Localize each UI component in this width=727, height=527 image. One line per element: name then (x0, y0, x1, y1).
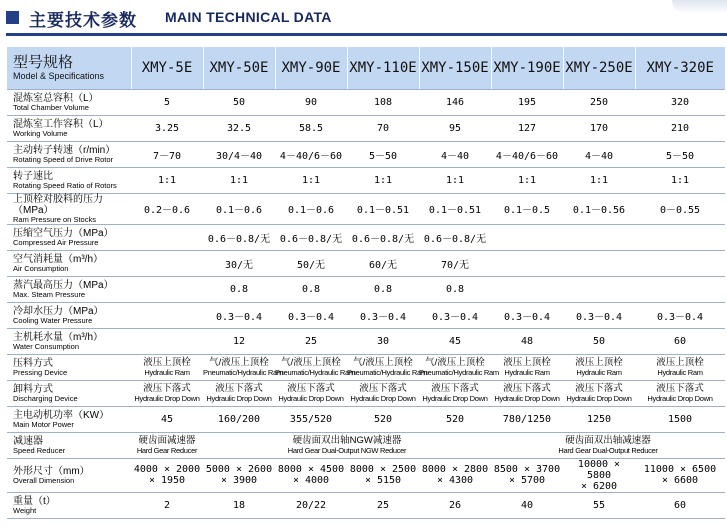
value-line-1: 液压下落式 (287, 382, 335, 394)
value-cell: 0.8 (347, 276, 419, 302)
value-line-1: 气/液压上顶栓 (425, 356, 485, 368)
value-cell: 1:1 (275, 167, 347, 193)
row-label-cn: 冷却水压力（MPa） (13, 305, 104, 317)
row-label-cn: 主动转子转速（r/min） (13, 144, 116, 156)
value-cell: 0.6－0.8/无 (203, 224, 275, 250)
value-line-2: Hydraulic Drop Down (566, 393, 632, 403)
value-cell: 25 (347, 492, 419, 518)
model-header: XMY-110E (347, 47, 419, 89)
spec-row (7, 250, 725, 276)
value-line-1: 液压下落式 (575, 382, 623, 394)
value-line-2: × 4300 (436, 475, 474, 486)
value-line-1: 液压下落式 (503, 382, 551, 394)
value-cell (131, 302, 203, 328)
row-label-cn: 主机耗水量（m³/h） (13, 331, 103, 343)
value-cell: 50/无 (275, 250, 347, 276)
value-cell (491, 224, 563, 250)
value-cell (347, 354, 427, 380)
row-label-cn: 外形尺寸（mm） (13, 465, 90, 477)
value-cell (203, 354, 283, 380)
value-cell: 70/无 (419, 250, 491, 276)
value-cell: 50 (563, 328, 635, 354)
value-line-1: 11000 × 6500 (643, 464, 717, 475)
value-cell: 0－0.55 (635, 193, 725, 224)
row-label-cn: 转子速比 (13, 170, 53, 182)
value-line-1: 液压下落式 (431, 382, 479, 394)
value-cell: 1:1 (635, 167, 725, 193)
value-line-2: Hydraulic Drop Down (206, 393, 272, 403)
row-label-cn: 减速器 (13, 435, 43, 447)
value-line-2: Hydraulic Drop Down (422, 393, 488, 403)
spec-row (7, 115, 725, 141)
row-label (7, 302, 131, 328)
row-label-cn: 重量（t） (13, 495, 56, 507)
value-line-2: Pneumatic/Hydraulic Ram (347, 367, 427, 377)
header-decoration (672, 0, 727, 14)
value-line-2: × 6600 (661, 475, 699, 486)
row-label-cn: 混炼室工作容积（L） (13, 118, 109, 130)
value-cell: 195 (491, 89, 563, 115)
value-cell (563, 250, 635, 276)
value-cell: 0.3－0.4 (275, 302, 347, 328)
row-label-cn: 空气消耗量（m³/h） (13, 253, 103, 265)
corner-label-cn: 型号规格 (13, 53, 74, 71)
row-label-en: Pressing Device (13, 367, 68, 377)
value-cell: 0.1－0.5 (491, 193, 563, 224)
value-cell: 45 (131, 406, 203, 432)
value-line-2: × 5150 (364, 475, 402, 486)
value-cell: 0.6－0.8/无 (419, 224, 491, 250)
value-cell (419, 458, 491, 492)
row-label-en: Ram Pressure on Stocks (13, 214, 96, 224)
header-square-icon (6, 11, 19, 24)
spec-row (7, 328, 725, 354)
value-cell: 2 (131, 492, 203, 518)
value-cell: 5－50 (347, 141, 419, 167)
value-cell: 4－40 (419, 141, 491, 167)
reducer-cn: 硬齿面双出轴减速器 (565, 434, 651, 446)
row-label-en: Rotating Speed Ratio of Rotors (13, 180, 117, 190)
value-line-1: 液压上顶栓 (656, 356, 704, 368)
row-label (7, 328, 131, 354)
value-cell (131, 250, 203, 276)
value-cell: 70 (347, 115, 419, 141)
value-cell: 95 (419, 115, 491, 141)
spec-row (7, 193, 725, 224)
value-cell (635, 380, 725, 406)
reducer-en: Hard Gear Dual-Output NGW Reducer (287, 445, 407, 455)
value-cell: 50 (203, 89, 275, 115)
spec-row (7, 224, 725, 250)
value-line-1: 5000 × 2600 (205, 464, 273, 475)
value-line-1: 8000 × 2800 (421, 464, 489, 475)
value-cell (203, 380, 275, 406)
value-cell: 108 (347, 89, 419, 115)
value-cell: 780/1250 (491, 406, 563, 432)
spec-row (7, 406, 725, 432)
row-label-en: Compressed Air Pressure (13, 237, 99, 247)
value-cell: 0.3－0.4 (347, 302, 419, 328)
value-cell (635, 224, 725, 250)
value-cell: 4－40/6－60 (275, 141, 347, 167)
value-cell (563, 380, 635, 406)
row-label (7, 406, 131, 432)
value-cell (131, 224, 203, 250)
spec-row (7, 432, 725, 458)
value-line-1: 气/液压上顶栓 (281, 356, 341, 368)
value-cell: 0.1－0.51 (347, 193, 419, 224)
value-cell: 160/200 (203, 406, 275, 432)
model-header: XMY-5E (131, 47, 203, 89)
value-cell: 127 (491, 115, 563, 141)
spec-row (7, 167, 725, 193)
value-line-2: Hydraulic Ram (144, 367, 190, 377)
value-line-1: 液压上顶栓 (503, 356, 551, 368)
value-cell: 0.1－0.56 (563, 193, 635, 224)
value-cell (563, 458, 635, 492)
value-cell: 30 (347, 328, 419, 354)
value-cell: 0.3－0.4 (635, 302, 725, 328)
row-label-en: Max. Steam Pressure (13, 289, 86, 299)
value-line-1: 液压下落式 (143, 382, 191, 394)
spec-row (7, 380, 725, 406)
value-line-1: 气/液压上顶栓 (209, 356, 269, 368)
value-cell (131, 328, 203, 354)
value-cell (563, 354, 635, 380)
value-cell: 45 (419, 328, 491, 354)
value-line-1: 8500 × 3700 (493, 464, 561, 475)
reducer-cn: 硬齿面减速器 (138, 434, 196, 446)
value-cell: 30/4－40 (203, 141, 275, 167)
row-label (7, 458, 131, 492)
value-cell: 0.1－0.6 (203, 193, 275, 224)
section-title-en: MAIN TECHNICAL DATA (165, 9, 332, 25)
value-cell: 1250 (563, 406, 635, 432)
value-line-1: 气/液压上顶栓 (353, 356, 413, 368)
value-line-2: Hydraulic Drop Down (494, 393, 560, 403)
value-line-2: Pneumatic/Hydraulic Ram (203, 367, 283, 377)
spec-row (7, 141, 725, 167)
value-cell (491, 354, 563, 380)
value-line-2: × 4000 (292, 475, 330, 486)
value-cell (275, 380, 347, 406)
reducer-cell (491, 432, 725, 458)
spec-row (7, 302, 725, 328)
row-label (7, 354, 131, 380)
value-cell: 0.2－0.6 (131, 193, 203, 224)
value-line-2: Pneumatic/Hydraulic Ram (275, 367, 355, 377)
value-cell: 32.5 (203, 115, 275, 141)
row-label (7, 432, 131, 458)
value-line-2: Hydraulic Drop Down (278, 393, 344, 403)
value-cell (563, 224, 635, 250)
value-cell: 25 (275, 328, 347, 354)
value-line-2: × 3900 (220, 475, 258, 486)
value-cell: 0.3－0.4 (419, 302, 491, 328)
row-label-en: Working Volume (13, 128, 68, 138)
row-label-en: Air Consumption (13, 263, 69, 273)
value-cell (635, 458, 725, 492)
value-cell (491, 250, 563, 276)
value-cell: 0.1－0.6 (275, 193, 347, 224)
value-cell: 26 (419, 492, 491, 518)
value-line-1: 8000 × 2500 (349, 464, 417, 475)
value-cell: 520 (347, 406, 419, 432)
model-header: XMY-320E (635, 47, 725, 89)
reducer-en: Hard Gear Dual-Output Reducer (558, 445, 658, 455)
value-line-1: 4000 × 2000 (133, 464, 201, 475)
value-cell: 4－40 (563, 141, 635, 167)
model-header: XMY-50E (203, 47, 275, 89)
value-cell (131, 380, 203, 406)
value-cell (491, 276, 563, 302)
value-line-2: × 5700 (508, 475, 546, 486)
value-cell: 0.3－0.4 (491, 302, 563, 328)
value-cell: 520 (419, 406, 491, 432)
row-label-en: Speed Reducer (13, 445, 66, 455)
row-label-cn: 蒸汽最高压力（MPa） (13, 279, 114, 291)
value-cell (131, 354, 203, 380)
row-label-cn: 压料方式 (13, 357, 53, 369)
value-cell: 12 (203, 328, 275, 354)
value-cell: 1500 (635, 406, 725, 432)
reducer-cell (131, 432, 203, 458)
model-header: XMY-190E (491, 47, 563, 89)
value-cell: 0.8 (275, 276, 347, 302)
value-line-1: 10000 × 5800 (577, 458, 621, 481)
value-cell: 3.25 (131, 115, 203, 141)
value-cell: 4－40/6－60 (491, 141, 563, 167)
value-line-2: × 6200 (580, 480, 618, 492)
row-label (7, 89, 131, 115)
value-cell: 1:1 (419, 167, 491, 193)
spec-table (7, 47, 725, 519)
model-header: XMY-90E (275, 47, 347, 89)
value-cell: 0.3－0.4 (563, 302, 635, 328)
value-cell: 170 (563, 115, 635, 141)
row-label (7, 380, 131, 406)
row-label (7, 167, 131, 193)
row-label-en: Discharging Device (13, 393, 78, 403)
value-cell (275, 354, 355, 380)
header-corner (7, 47, 131, 89)
value-cell: 0.8 (419, 276, 491, 302)
value-cell: 60 (635, 328, 725, 354)
row-label (7, 492, 131, 518)
reducer-en: Hard Gear Reducer (136, 445, 198, 455)
value-line-1: 液压上顶栓 (575, 356, 623, 368)
value-cell: 30/无 (203, 250, 275, 276)
value-line-2: Hydraulic Drop Down (647, 393, 713, 403)
row-label-en: Rotating Speed of Drive Rotor (13, 154, 114, 164)
model-header: XMY-150E (419, 47, 491, 89)
reducer-cn: 硬齿面双出轴NGW减速器 (292, 434, 402, 446)
value-cell: 0.6－0.8/无 (347, 224, 419, 250)
value-cell: 5 (131, 89, 203, 115)
value-cell (275, 458, 347, 492)
row-label-en: Cooling Water Pressure (13, 315, 93, 325)
value-cell: 0.3－0.4 (203, 302, 275, 328)
value-cell: 48 (491, 328, 563, 354)
value-cell: 146 (419, 89, 491, 115)
value-cell: 1:1 (203, 167, 275, 193)
value-cell: 1:1 (491, 167, 563, 193)
value-line-2: Hydraulic Ram (657, 367, 703, 377)
section-title-cn: 主要技术参数 (29, 11, 137, 30)
value-cell: 1:1 (347, 167, 419, 193)
value-cell: 320 (635, 89, 725, 115)
value-cell (419, 380, 491, 406)
value-cell: 0.8 (203, 276, 275, 302)
value-cell: 55 (563, 492, 635, 518)
row-label (7, 250, 131, 276)
value-line-2: Hydraulic Ram (504, 367, 550, 377)
row-label-cn: 主电动机功率（KW） (13, 409, 110, 421)
value-cell: 250 (563, 89, 635, 115)
value-line-2: Hydraulic Drop Down (350, 393, 416, 403)
value-cell (131, 458, 203, 492)
value-cell (347, 380, 419, 406)
value-line-2: Hydraulic Drop Down (134, 393, 200, 403)
row-label (7, 141, 131, 167)
value-cell: 90 (275, 89, 347, 115)
spec-row (7, 458, 725, 492)
corner-label-en: Model & Specifications (13, 70, 105, 81)
row-label-en: Water Consumption (13, 341, 79, 351)
row-label-cn: 上顶栓对胶料的压力（MPa） (13, 193, 103, 216)
value-cell: 0.6－0.8/无 (275, 224, 347, 250)
row-label-en: Main Motor Power (13, 419, 74, 429)
value-cell: 60/无 (347, 250, 419, 276)
value-cell (635, 250, 725, 276)
value-line-1: 液压下落式 (215, 382, 263, 394)
value-cell: 1:1 (563, 167, 635, 193)
model-header: XMY-250E (563, 47, 635, 89)
row-label-en: Weight (13, 505, 37, 515)
table-header-row (7, 47, 725, 89)
value-line-1: 8000 × 4500 (277, 464, 345, 475)
value-cell (419, 354, 499, 380)
spec-row (7, 89, 725, 115)
value-cell: 0.1－0.51 (419, 193, 491, 224)
value-cell (635, 276, 725, 302)
value-cell (347, 458, 419, 492)
header-divider (6, 33, 727, 36)
value-line-2: Hydraulic Ram (576, 367, 622, 377)
value-cell: 60 (635, 492, 725, 518)
value-cell: 7－70 (131, 141, 203, 167)
reducer-cell (203, 432, 491, 458)
row-label-en: Total Chamber Volume (13, 102, 89, 112)
value-cell (203, 458, 275, 492)
spec-row (7, 354, 725, 380)
value-line-2: Pneumatic/Hydraulic Ram (419, 367, 499, 377)
value-cell (491, 380, 563, 406)
row-label (7, 224, 131, 250)
value-cell: 18 (203, 492, 275, 518)
row-label-cn: 卸料方式 (13, 383, 53, 395)
row-label (7, 276, 131, 302)
value-cell: 210 (635, 115, 725, 141)
value-cell: 1:1 (131, 167, 203, 193)
row-label-cn: 压缩空气压力（MPa） (13, 227, 114, 239)
value-cell: 20/22 (275, 492, 347, 518)
value-cell (131, 276, 203, 302)
row-label-en: Overall Dimension (13, 475, 75, 485)
value-line-2: × 1950 (148, 475, 186, 486)
value-line-1: 液压上顶栓 (143, 356, 191, 368)
row-label (7, 193, 131, 224)
value-cell: 58.5 (275, 115, 347, 141)
value-cell (635, 354, 725, 380)
row-label-cn: 混炼室总容积（L） (13, 92, 99, 104)
value-cell: 40 (491, 492, 563, 518)
value-cell (563, 276, 635, 302)
spec-row (7, 276, 725, 302)
section-header (0, 0, 727, 38)
spec-row (7, 492, 725, 518)
value-cell: 355/520 (275, 406, 347, 432)
value-cell: 5－50 (635, 141, 725, 167)
value-line-1: 液压下落式 (656, 382, 704, 394)
value-line-1: 液压下落式 (359, 382, 407, 394)
value-cell (491, 458, 563, 492)
row-label (7, 115, 131, 141)
